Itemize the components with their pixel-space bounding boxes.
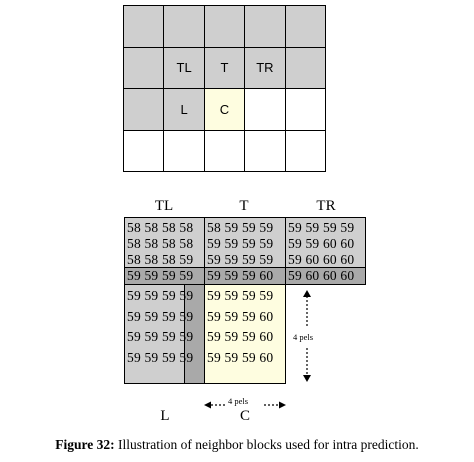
pixel-value-diagram <box>0 190 474 424</box>
pixel-row-tr: 59 59 60 60 <box>288 236 355 251</box>
neighbor-block-grid <box>123 5 325 171</box>
pixel-row-t: 59 59 59 59 <box>207 236 274 251</box>
grid-cell <box>163 130 204 173</box>
grid-cell <box>285 47 326 90</box>
caption-label: Figure 32: <box>55 437 115 452</box>
grid-cell-l: L <box>163 88 204 131</box>
grid-cell-t: T <box>204 47 245 90</box>
grid-cell <box>204 5 245 48</box>
grid-cell <box>123 130 164 173</box>
pixel-row-l: 59 59 59 59 <box>127 288 194 303</box>
grid-cell <box>244 88 285 131</box>
pixel-row-c: 59 59 59 60 <box>207 349 274 365</box>
grid-cell <box>285 88 326 131</box>
grid-cell <box>244 5 285 48</box>
figure-caption <box>0 437 474 453</box>
grid-cell <box>123 5 164 48</box>
grid-cell <box>285 130 326 173</box>
label-c: C <box>239 408 250 424</box>
caption-text: Illustration of neighbor blocks used for intra prediction. <box>114 437 419 452</box>
grid-cell <box>244 130 285 173</box>
vertical-dimension-label: 4 pels <box>293 332 314 342</box>
header-t: T <box>239 198 249 214</box>
pixel-row-tl: 58 58 58 59 <box>127 252 194 267</box>
grid-cell-c: C <box>204 88 245 131</box>
pixel-row-c: 59 59 59 60 <box>207 329 274 344</box>
pixel-row-t: 58 59 59 59 <box>207 220 274 235</box>
grid-cell <box>204 130 245 173</box>
pixel-row-l: 59 59 59 59 <box>127 308 194 324</box>
pixel-row-l: 59 59 59 59 <box>127 349 194 365</box>
grid-cell <box>285 5 326 48</box>
pixel-row-t: 59 59 59 59 <box>207 252 274 267</box>
grid-cell <box>123 47 164 90</box>
pixel-row-c: 59 59 59 59 <box>207 288 274 303</box>
horizontal-dimension-label: 4 pels <box>228 396 249 406</box>
top-separator-tr <box>285 217 286 285</box>
pixel-row-tl: 58 58 58 58 <box>127 236 194 251</box>
pixel-row-tl: 58 58 58 58 <box>127 220 194 235</box>
pixel-row-c: 59 59 59 60 <box>207 308 274 324</box>
pixel-row-tr: 59 60 60 60 <box>288 252 355 267</box>
grid-cell-tl: TL <box>163 47 204 90</box>
pixel-row-tr: 59 59 59 59 <box>288 220 355 235</box>
grid-cell <box>163 5 204 48</box>
pixel-row-l: 59 59 59 59 <box>127 329 194 344</box>
pixel-row-tr: 59 60 60 60 <box>288 268 355 283</box>
pixel-row-tl: 59 59 59 59 <box>127 268 194 283</box>
top-separator-t <box>204 217 205 285</box>
grid-cell <box>123 88 164 131</box>
pixel-row-t: 59 59 59 60 <box>207 268 274 283</box>
header-tr: TR <box>316 198 336 214</box>
grid-cell-tr: TR <box>244 47 285 90</box>
header-tl: TL <box>154 198 174 214</box>
label-l: L <box>160 408 170 424</box>
